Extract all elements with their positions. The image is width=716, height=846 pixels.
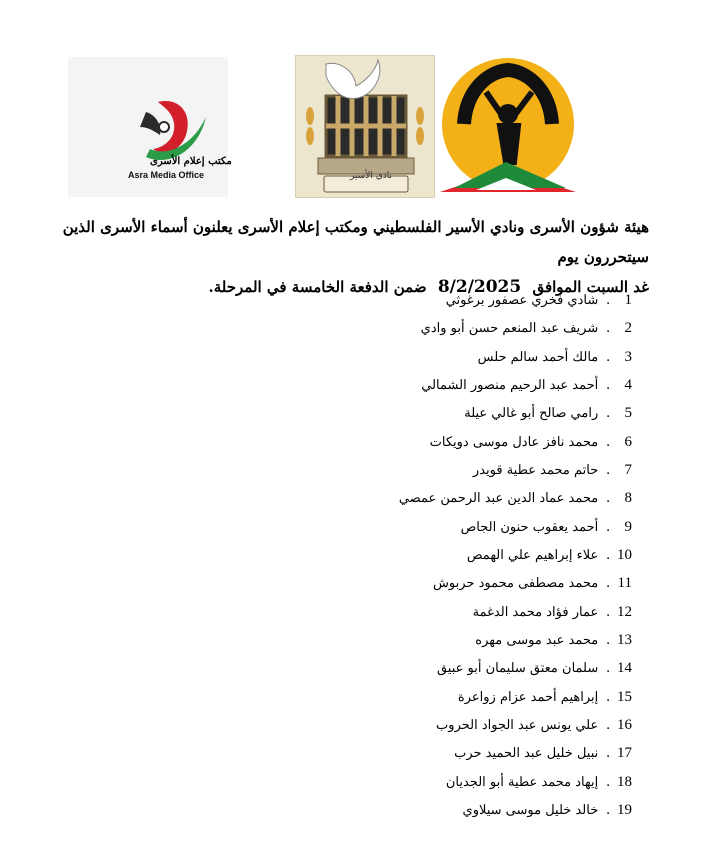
list-item-name: علاء إبراهيم علي الهمص — [466, 547, 599, 563]
list-item-dot: . — [606, 405, 610, 422]
list-item-name: عمار فؤاد محمد الدغمة — [472, 604, 599, 620]
list-item-number: 9 — [624, 518, 632, 535]
list-item — [312, 484, 632, 512]
media-office-english-name: Asra Media Office — [128, 170, 205, 180]
list-item-number: 13 — [617, 631, 632, 648]
list-item-name: حاتم محمد عطية قويدر — [472, 462, 599, 478]
list-item-name: أحمد يعقوب حنون الجاص — [460, 519, 599, 535]
list-item — [312, 286, 632, 314]
list-item-dot: . — [606, 376, 610, 393]
prisoners-club-name: نادي الأسير — [350, 171, 393, 181]
list-item-number: 2 — [624, 320, 632, 337]
list-item-number: 18 — [617, 773, 632, 790]
list-item-name: رامي صالح أبو غالي عيلة — [464, 406, 599, 422]
list-item — [312, 428, 632, 456]
list-item-number: 10 — [617, 546, 632, 563]
list-item-name: مالك أحمد سالم حلس — [477, 349, 599, 365]
list-item — [312, 598, 632, 626]
list-item-name: شادي فخري عصفور برغوثي — [445, 293, 599, 308]
list-item — [312, 768, 632, 796]
list-item — [312, 569, 632, 597]
list-item-dot: . — [606, 518, 610, 535]
list-item — [312, 626, 632, 654]
list-item-number: 11 — [617, 575, 632, 592]
list-item-number: 1 — [624, 292, 632, 308]
list-item-name: إبراهيم أحمد عزام زواعرة — [457, 689, 599, 705]
list-item-dot: . — [606, 490, 610, 507]
list-item-number: 12 — [617, 603, 632, 620]
list-item-number: 4 — [624, 376, 632, 393]
list-item-dot: . — [606, 745, 610, 762]
list-item-name: نبيل خليل عبد الحميد حرب — [454, 746, 599, 762]
list-item-name: سلمان معتق سليمان أبو عبيق — [436, 661, 599, 677]
list-item — [312, 654, 632, 682]
list-item-number: 5 — [624, 405, 632, 422]
list-item-name: شريف عبد المنعم حسن أبو وادي — [420, 321, 599, 337]
list-item — [312, 541, 632, 569]
list-item-name: أحمد عبد الرحيم منصور الشمالي — [421, 377, 599, 393]
list-item-dot: . — [606, 575, 610, 592]
list-item-name: محمد عماد الدين عبد الرحمن عمصي — [398, 491, 599, 507]
list-item — [312, 399, 632, 427]
rising-prisoner-sun-icon — [436, 52, 576, 194]
heading-line-2-before: غد السبت الموافق — [532, 278, 649, 296]
list-item-dot: . — [606, 320, 610, 337]
list-item-number: 19 — [617, 801, 632, 818]
list-item-name: محمد عبد موسى مهره — [475, 632, 599, 648]
list-item-name: علي يونس عبد الجواد الحروب — [436, 717, 599, 733]
list-item-dot: . — [606, 433, 610, 450]
heading-line-1: هيئة شؤون الأسرى ونادي الأسير الفلسطيني ومكتب إعلام الأسرى يعلنون أسماء الأسرى الذين سيتحررون يوم — [62, 218, 649, 266]
list-item-dot: . — [606, 546, 610, 563]
list-item — [312, 456, 632, 484]
prisoner-list — [312, 286, 632, 824]
list-item — [312, 739, 632, 767]
list-item — [312, 343, 632, 371]
media-office-arabic-name: مكتب إعلام الأسرى — [150, 156, 232, 167]
list-item-name: إيهاد محمد عطية أبو الجديان — [445, 774, 599, 790]
list-item-name: محمد مصطفى محمود حربوش — [433, 576, 599, 592]
list-item — [312, 513, 632, 541]
list-item-dot: . — [606, 292, 610, 308]
list-item-dot: . — [606, 716, 610, 733]
logos-row — [0, 52, 716, 197]
heading-line-2-after: ضمن الدفعة الخامسة في المرحلة. — [208, 278, 427, 296]
list-item-dot: . — [606, 603, 610, 620]
list-item-number: 8 — [624, 490, 632, 507]
list-item-dot: . — [606, 631, 610, 648]
list-item — [312, 314, 632, 342]
list-item-number: 3 — [624, 348, 632, 365]
list-item-dot: . — [606, 773, 610, 790]
list-item-number: 15 — [617, 688, 632, 705]
list-item — [312, 711, 632, 739]
list-item-dot: . — [606, 461, 610, 478]
list-item-name: خالد خليل موسى سيلاوي — [462, 802, 599, 818]
list-item-dot: . — [606, 348, 610, 365]
release-date: 8/2/2025 — [437, 277, 522, 297]
list-item-number: 6 — [624, 433, 632, 450]
list-item-number: 17 — [617, 745, 632, 762]
list-item-number: 16 — [617, 716, 632, 733]
commission-detainees-logo — [436, 52, 576, 194]
list-item-number: 14 — [617, 660, 632, 677]
list-item — [312, 683, 632, 711]
list-item-dot: . — [606, 660, 610, 677]
list-item — [312, 796, 632, 824]
list-item-number: 7 — [624, 461, 632, 478]
list-item-dot: . — [606, 688, 610, 705]
list-item-dot: . — [606, 801, 610, 818]
list-item-name: محمد نافز عادل موسى دويكات — [429, 434, 599, 450]
list-item — [312, 371, 632, 399]
